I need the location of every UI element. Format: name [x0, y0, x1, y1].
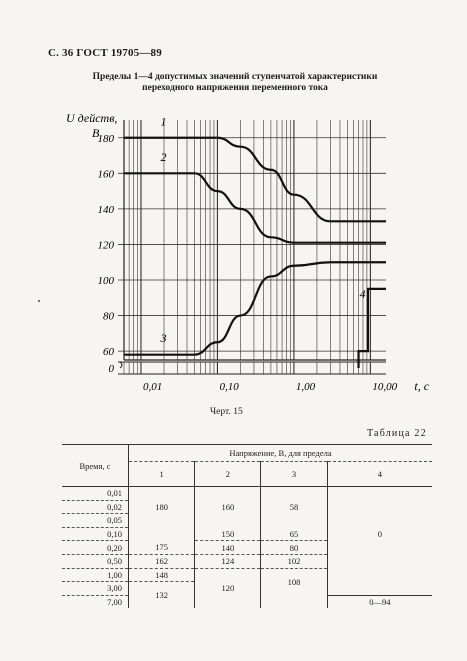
y-tick-label: 140	[97, 203, 114, 216]
value-cell: 120	[195, 568, 261, 608]
series-4-label: 4	[359, 286, 366, 301]
series-2-label: 2	[160, 149, 167, 164]
x-tick-label: 1,00	[295, 381, 316, 393]
y-axis-label: В	[92, 126, 100, 140]
value-cell	[261, 595, 327, 608]
axis-break-mark	[120, 362, 122, 368]
value-cell: 175	[129, 541, 195, 555]
value-cell	[327, 582, 432, 596]
value-cell: 162	[129, 554, 195, 568]
page-header: С. 36 ГОСТ 19705—89	[48, 47, 162, 59]
header-col-4: 4	[327, 462, 432, 487]
header-col-3: 3	[261, 462, 327, 487]
value-cell: 124	[195, 554, 261, 568]
y-tick-label: 100	[97, 275, 114, 287]
y-tick-label: 180	[97, 132, 114, 145]
header-voltage-group: Напряжение, В, для предела	[129, 445, 433, 462]
value-cell: 0—94	[327, 595, 432, 608]
time-cell: 3,00	[62, 582, 129, 596]
y-tick-label: 0	[108, 363, 114, 375]
time-cell: 0,02	[62, 500, 129, 514]
y-tick-label: 160	[97, 168, 114, 181]
value-cell: 148	[129, 568, 195, 582]
value-cell: 80	[261, 541, 327, 555]
y-tick-label: 80	[103, 310, 114, 323]
chart-title-line-1: Пределы 1—4 допустимых значений ступенчатой характеристики	[92, 72, 378, 82]
voltage-table	[62, 444, 432, 626]
chart-title-line-2: переходного напряжения переменного тока	[142, 83, 328, 93]
header-col-2: 2	[195, 462, 261, 487]
value-cell: 102	[261, 554, 327, 568]
x-tick-label: 0,10	[219, 381, 239, 393]
y-tick-label: 60	[103, 346, 114, 359]
time-cell: 7,00	[107, 597, 122, 608]
value-cell: 58	[261, 487, 327, 528]
header-col-1: 1	[129, 462, 195, 487]
value-cell: 65	[261, 527, 327, 541]
x-tick-label: 10,00	[372, 381, 398, 393]
y-axis-label: U действ,	[66, 111, 118, 125]
value-cell	[129, 527, 195, 541]
series-2-line	[124, 173, 386, 242]
y-tick-label: 120	[97, 239, 114, 252]
time-cell: 0,10	[62, 527, 129, 541]
value-cell: 150	[195, 527, 261, 541]
value-cell: 180	[129, 487, 195, 528]
time-cell: 0,50	[62, 554, 129, 568]
value-cell: 108	[261, 568, 327, 595]
x-tick-label: 0,01	[142, 381, 163, 393]
value-cell: 160	[195, 487, 261, 528]
value-cell: 140	[195, 541, 261, 555]
series-1-label: 1	[160, 114, 167, 129]
time-cell: 1,00	[62, 568, 129, 582]
header-time: Время, с	[62, 445, 129, 487]
series-3-label: 3	[160, 331, 167, 346]
value-cell: 132	[129, 582, 195, 609]
table-label: Таблица 22	[367, 428, 427, 439]
figure-caption: Черт. 15	[210, 407, 243, 417]
value-cell: 0	[327, 487, 432, 582]
time-cell: 0,20	[62, 541, 129, 555]
time-cell: 0,01	[62, 487, 129, 501]
time-cell: 0,05	[62, 514, 129, 528]
x-axis-label: t, с	[414, 379, 430, 393]
